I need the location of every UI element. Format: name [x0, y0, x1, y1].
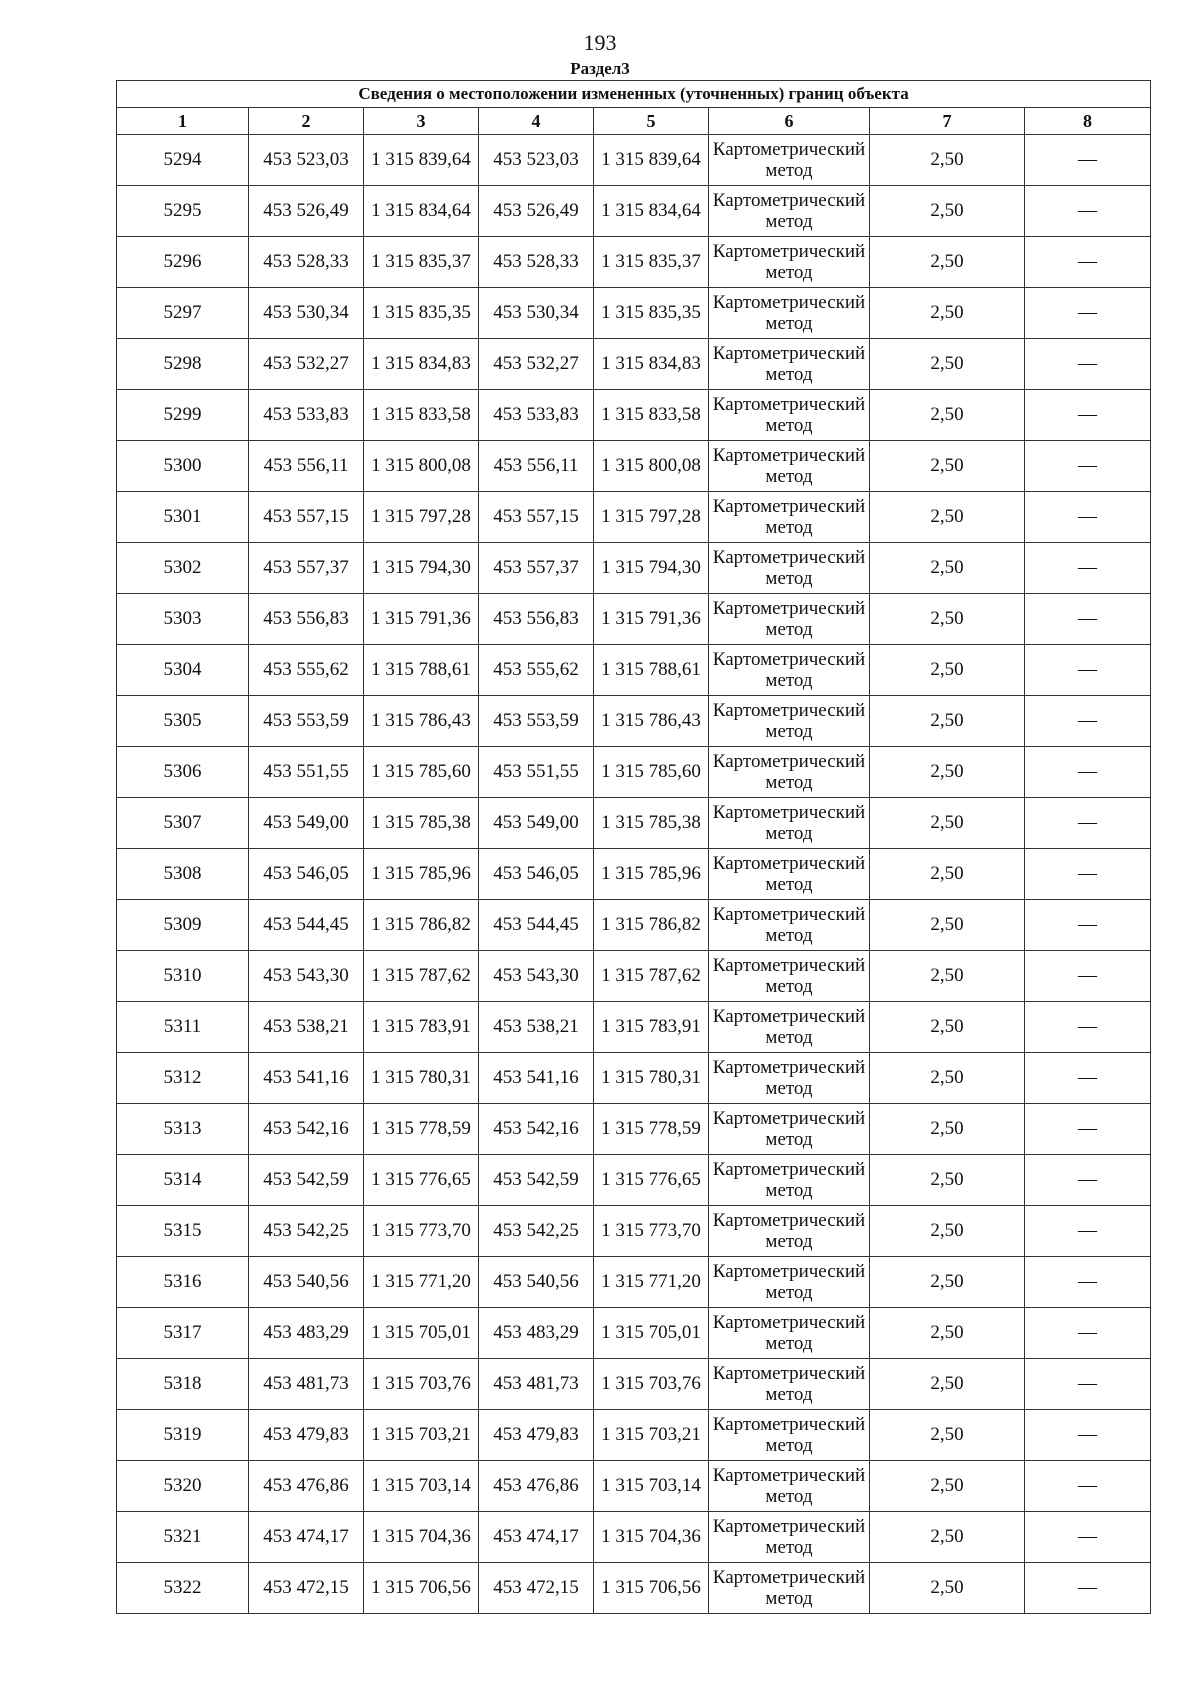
- table-cell: 1 315 835,35: [594, 288, 709, 339]
- table-cell: 5311: [117, 1002, 249, 1053]
- table-cell: 453 557,37: [249, 543, 364, 594]
- table-cell: 5298: [117, 339, 249, 390]
- table-cell: 5305: [117, 696, 249, 747]
- table-row: [117, 645, 1151, 696]
- table-cell: 2,50: [870, 339, 1025, 390]
- table-cell: 5296: [117, 237, 249, 288]
- table-cell: 1 315 705,01: [594, 1308, 709, 1359]
- table-cell: 1 315 705,01: [364, 1308, 479, 1359]
- table-cell: 1 315 785,60: [594, 747, 709, 798]
- table-cell: 453 553,59: [479, 696, 594, 747]
- table-cell: 453 538,21: [249, 1002, 364, 1053]
- table-cell: 453 476,86: [249, 1461, 364, 1512]
- table-cell: 453 557,15: [249, 492, 364, 543]
- table-caption: Сведения о местоположении измененных (уточненных) границ объекта: [117, 81, 1151, 108]
- table-cell: Картометрический метод: [709, 696, 870, 747]
- table-cell: Картометрический метод: [709, 339, 870, 390]
- table-cell: —: [1025, 1461, 1151, 1512]
- table-row: [117, 135, 1151, 186]
- table-cell: 453 472,15: [249, 1563, 364, 1614]
- table-cell: 2,50: [870, 186, 1025, 237]
- table-cell: —: [1025, 951, 1151, 1002]
- table-cell: 1 315 835,35: [364, 288, 479, 339]
- table-cell: 453 556,11: [479, 441, 594, 492]
- column-header-row: [117, 108, 1151, 135]
- table-cell: 2,50: [870, 900, 1025, 951]
- table-cell: 1 315 778,59: [364, 1104, 479, 1155]
- table-cell: 453 538,21: [479, 1002, 594, 1053]
- table-row: [117, 1359, 1151, 1410]
- table-cell: 2,50: [870, 1359, 1025, 1410]
- page-number: 193: [583, 30, 617, 55]
- table-cell: 2,50: [870, 441, 1025, 492]
- table-cell: 1 315 797,28: [364, 492, 479, 543]
- table-cell: 5294: [117, 135, 249, 186]
- column-header: 8: [1025, 108, 1151, 135]
- table-cell: 1 315 703,14: [594, 1461, 709, 1512]
- table-cell: 2,50: [870, 594, 1025, 645]
- table-cell: 5303: [117, 594, 249, 645]
- table-cell: 453 542,25: [249, 1206, 364, 1257]
- table-cell: Картометрический метод: [709, 1206, 870, 1257]
- table-cell: 2,50: [870, 696, 1025, 747]
- table-cell: 1 315 833,58: [364, 390, 479, 441]
- table-cell: 453 549,00: [479, 798, 594, 849]
- table-cell: 1 315 791,36: [594, 594, 709, 645]
- table-cell: 1 315 771,20: [364, 1257, 479, 1308]
- column-header: 6: [709, 108, 870, 135]
- table-cell: —: [1025, 594, 1151, 645]
- table-cell: Картометрический метод: [709, 1104, 870, 1155]
- table-cell: 1 315 834,64: [364, 186, 479, 237]
- table-cell: 453 476,86: [479, 1461, 594, 1512]
- table-cell: 453 543,30: [249, 951, 364, 1002]
- table-cell: Картометрический метод: [709, 1053, 870, 1104]
- table-cell: Картометрический метод: [709, 747, 870, 798]
- table-row: [117, 1155, 1151, 1206]
- table-cell: 1 315 785,38: [364, 798, 479, 849]
- table-cell: 453 546,05: [479, 849, 594, 900]
- table-cell: 453 557,15: [479, 492, 594, 543]
- table-cell: 453 533,83: [249, 390, 364, 441]
- table-cell: 1 315 704,36: [364, 1512, 479, 1563]
- table-cell: 1 315 703,21: [364, 1410, 479, 1461]
- table-cell: —: [1025, 390, 1151, 441]
- table-cell: —: [1025, 1206, 1151, 1257]
- table-cell: 453 532,27: [249, 339, 364, 390]
- table-cell: 1 315 839,64: [594, 135, 709, 186]
- table-cell: Картометрический метод: [709, 798, 870, 849]
- table-cell: 1 315 800,08: [364, 441, 479, 492]
- table-cell: 5322: [117, 1563, 249, 1614]
- table-cell: 1 315 834,83: [594, 339, 709, 390]
- table-cell: 1 315 834,64: [594, 186, 709, 237]
- table-cell: 2,50: [870, 135, 1025, 186]
- table-cell: —: [1025, 543, 1151, 594]
- table-cell: 453 542,59: [479, 1155, 594, 1206]
- table-row: [117, 237, 1151, 288]
- table-cell: 5307: [117, 798, 249, 849]
- table-cell: 1 315 771,20: [594, 1257, 709, 1308]
- table-cell: Картометрический метод: [709, 1155, 870, 1206]
- table-row: [117, 1512, 1151, 1563]
- table-body: [117, 135, 1151, 1614]
- table-cell: —: [1025, 900, 1151, 951]
- table-cell: 5304: [117, 645, 249, 696]
- table-cell: 1 315 800,08: [594, 441, 709, 492]
- table-cell: 2,50: [870, 1206, 1025, 1257]
- table-cell: —: [1025, 1410, 1151, 1461]
- table-cell: 2,50: [870, 543, 1025, 594]
- table-cell: 1 315 780,31: [364, 1053, 479, 1104]
- table-cell: Картометрический метод: [709, 237, 870, 288]
- table-cell: —: [1025, 237, 1151, 288]
- table-row: [117, 543, 1151, 594]
- table-cell: 453 526,49: [249, 186, 364, 237]
- table-cell: 453 549,00: [249, 798, 364, 849]
- table-cell: —: [1025, 339, 1151, 390]
- column-header: 2: [249, 108, 364, 135]
- table-row: [117, 339, 1151, 390]
- table-cell: 453 542,16: [479, 1104, 594, 1155]
- table-row: [117, 1308, 1151, 1359]
- column-header: 7: [870, 108, 1025, 135]
- table-row: [117, 1563, 1151, 1614]
- table-cell: 1 315 785,96: [364, 849, 479, 900]
- table-cell: —: [1025, 135, 1151, 186]
- table-cell: 1 315 835,37: [594, 237, 709, 288]
- table-cell: 1 315 785,60: [364, 747, 479, 798]
- table-cell: Картометрический метод: [709, 951, 870, 1002]
- table-cell: 453 530,34: [249, 288, 364, 339]
- column-header: 3: [364, 108, 479, 135]
- table-cell: 2,50: [870, 849, 1025, 900]
- table-cell: 5297: [117, 288, 249, 339]
- table-cell: Картометрический метод: [709, 1359, 870, 1410]
- coordinates-table: [116, 80, 1151, 1614]
- table-cell: Картометрический метод: [709, 543, 870, 594]
- table-row: [117, 1410, 1151, 1461]
- table-row: [117, 1257, 1151, 1308]
- table-cell: 1 315 773,70: [364, 1206, 479, 1257]
- table-cell: 1 315 786,43: [364, 696, 479, 747]
- table-cell: 1 315 703,76: [594, 1359, 709, 1410]
- table-cell: 2,50: [870, 1461, 1025, 1512]
- table-cell: 453 474,17: [249, 1512, 364, 1563]
- table-cell: 1 315 776,65: [594, 1155, 709, 1206]
- table-cell: 5302: [117, 543, 249, 594]
- table-cell: 1 315 706,56: [364, 1563, 479, 1614]
- table-cell: 5320: [117, 1461, 249, 1512]
- table-cell: 1 315 776,65: [364, 1155, 479, 1206]
- table-row: [117, 1053, 1151, 1104]
- table-cell: 5312: [117, 1053, 249, 1104]
- table-cell: 453 481,73: [479, 1359, 594, 1410]
- table-cell: —: [1025, 1308, 1151, 1359]
- table-cell: —: [1025, 1563, 1151, 1614]
- table-cell: 1 315 788,61: [594, 645, 709, 696]
- table-cell: 453 553,59: [249, 696, 364, 747]
- table-cell: 2,50: [870, 1308, 1025, 1359]
- table-cell: 2,50: [870, 1512, 1025, 1563]
- table-cell: 1 315 704,36: [594, 1512, 709, 1563]
- table-cell: —: [1025, 288, 1151, 339]
- table-cell: 5310: [117, 951, 249, 1002]
- table-row: [117, 1002, 1151, 1053]
- table-cell: —: [1025, 186, 1151, 237]
- table-row: [117, 390, 1151, 441]
- table-cell: 1 315 791,36: [364, 594, 479, 645]
- table-cell: —: [1025, 696, 1151, 747]
- table-cell: Картометрический метод: [709, 135, 870, 186]
- table-cell: 1 315 833,58: [594, 390, 709, 441]
- table-cell: 2,50: [870, 645, 1025, 696]
- table-cell: 453 483,29: [249, 1308, 364, 1359]
- column-header: 1: [117, 108, 249, 135]
- table-cell: 5299: [117, 390, 249, 441]
- table-cell: 5306: [117, 747, 249, 798]
- table-cell: 1 315 786,82: [364, 900, 479, 951]
- table-row: [117, 951, 1151, 1002]
- table-cell: 1 315 786,43: [594, 696, 709, 747]
- table-cell: 453 546,05: [249, 849, 364, 900]
- section-title: Раздел3: [570, 59, 630, 78]
- table-cell: —: [1025, 1359, 1151, 1410]
- table-cell: 453 481,73: [249, 1359, 364, 1410]
- table-row: [117, 1104, 1151, 1155]
- table-cell: 2,50: [870, 492, 1025, 543]
- table-cell: 5318: [117, 1359, 249, 1410]
- table-cell: Картометрический метод: [709, 849, 870, 900]
- table-cell: —: [1025, 1053, 1151, 1104]
- table-cell: —: [1025, 1155, 1151, 1206]
- table-cell: 1 315 785,38: [594, 798, 709, 849]
- table-cell: 5308: [117, 849, 249, 900]
- table-cell: 1 315 794,30: [364, 543, 479, 594]
- table-cell: 453 483,29: [479, 1308, 594, 1359]
- table-cell: —: [1025, 747, 1151, 798]
- table-cell: 1 315 839,64: [364, 135, 479, 186]
- table-cell: 1 315 834,83: [364, 339, 479, 390]
- table-cell: 5295: [117, 186, 249, 237]
- table-cell: 453 551,55: [249, 747, 364, 798]
- table-cell: 453 542,16: [249, 1104, 364, 1155]
- table-cell: 2,50: [870, 951, 1025, 1002]
- table-cell: 453 555,62: [479, 645, 594, 696]
- table-cell: 453 479,83: [479, 1410, 594, 1461]
- table-cell: 1 315 783,91: [364, 1002, 479, 1053]
- table-cell: 5315: [117, 1206, 249, 1257]
- table-cell: 453 528,33: [249, 237, 364, 288]
- table-cell: 453 541,16: [479, 1053, 594, 1104]
- table-cell: 5301: [117, 492, 249, 543]
- table-cell: 5321: [117, 1512, 249, 1563]
- table-row: [117, 441, 1151, 492]
- table-cell: 1 315 703,21: [594, 1410, 709, 1461]
- table-cell: Картометрический метод: [709, 1563, 870, 1614]
- table-cell: 453 541,16: [249, 1053, 364, 1104]
- column-header: 4: [479, 108, 594, 135]
- table-cell: 453 556,83: [479, 594, 594, 645]
- table-row: [117, 900, 1151, 951]
- table-cell: 453 472,15: [479, 1563, 594, 1614]
- table-cell: 2,50: [870, 1002, 1025, 1053]
- table-cell: Картометрический метод: [709, 594, 870, 645]
- table-cell: Картометрический метод: [709, 441, 870, 492]
- table-cell: —: [1025, 645, 1151, 696]
- table-cell: 453 544,45: [479, 900, 594, 951]
- table-cell: —: [1025, 849, 1151, 900]
- table-cell: 453 530,34: [479, 288, 594, 339]
- table-cell: Картометрический метод: [709, 900, 870, 951]
- table-cell: 1 315 785,96: [594, 849, 709, 900]
- table-cell: 2,50: [870, 390, 1025, 441]
- table-row: [117, 1461, 1151, 1512]
- table-cell: Картометрический метод: [709, 186, 870, 237]
- table-cell: —: [1025, 1104, 1151, 1155]
- table-row: [117, 1206, 1151, 1257]
- table-cell: —: [1025, 1002, 1151, 1053]
- table-cell: Картометрический метод: [709, 1257, 870, 1308]
- table-cell: 5314: [117, 1155, 249, 1206]
- table-cell: 1 315 703,14: [364, 1461, 479, 1512]
- table-cell: 1 315 788,61: [364, 645, 479, 696]
- column-header: 5: [594, 108, 709, 135]
- table-cell: 1 315 706,56: [594, 1563, 709, 1614]
- table-cell: 1 315 783,91: [594, 1002, 709, 1053]
- table-row: [117, 696, 1151, 747]
- table-cell: —: [1025, 441, 1151, 492]
- table-cell: Картометрический метод: [709, 645, 870, 696]
- table-cell: 2,50: [870, 288, 1025, 339]
- table-cell: 1 315 787,62: [594, 951, 709, 1002]
- table-cell: —: [1025, 1257, 1151, 1308]
- table-cell: 2,50: [870, 1563, 1025, 1614]
- table-cell: 453 523,03: [249, 135, 364, 186]
- table-cell: 1 315 786,82: [594, 900, 709, 951]
- table-cell: 453 543,30: [479, 951, 594, 1002]
- table-cell: 1 315 794,30: [594, 543, 709, 594]
- table-cell: 1 315 787,62: [364, 951, 479, 1002]
- table-cell: 453 556,83: [249, 594, 364, 645]
- table-cell: 2,50: [870, 1104, 1025, 1155]
- table-cell: 1 315 780,31: [594, 1053, 709, 1104]
- table-cell: Картометрический метод: [709, 390, 870, 441]
- table-cell: 2,50: [870, 798, 1025, 849]
- table-cell: 5313: [117, 1104, 249, 1155]
- table-cell: 2,50: [870, 1410, 1025, 1461]
- table-cell: 2,50: [870, 237, 1025, 288]
- table-row: [117, 186, 1151, 237]
- table-cell: 453 556,11: [249, 441, 364, 492]
- table-cell: —: [1025, 492, 1151, 543]
- table-cell: Картометрический метод: [709, 288, 870, 339]
- table-cell: 453 555,62: [249, 645, 364, 696]
- table-cell: 453 544,45: [249, 900, 364, 951]
- table-cell: —: [1025, 798, 1151, 849]
- table-cell: 453 533,83: [479, 390, 594, 441]
- table-cell: 453 551,55: [479, 747, 594, 798]
- table-cell: Картометрический метод: [709, 492, 870, 543]
- table-cell: 453 479,83: [249, 1410, 364, 1461]
- table-cell: 2,50: [870, 747, 1025, 798]
- table-cell: 5300: [117, 441, 249, 492]
- table-cell: 453 540,56: [479, 1257, 594, 1308]
- table-cell: 2,50: [870, 1053, 1025, 1104]
- table-cell: 453 523,03: [479, 135, 594, 186]
- table-row: [117, 798, 1151, 849]
- table-cell: 453 542,25: [479, 1206, 594, 1257]
- table-cell: 2,50: [870, 1257, 1025, 1308]
- table-cell: 1 315 773,70: [594, 1206, 709, 1257]
- table-cell: Картометрический метод: [709, 1002, 870, 1053]
- table-cell: 1 315 797,28: [594, 492, 709, 543]
- table-cell: 453 528,33: [479, 237, 594, 288]
- table-cell: Картометрический метод: [709, 1512, 870, 1563]
- table-cell: 453 532,27: [479, 339, 594, 390]
- table-cell: 453 540,56: [249, 1257, 364, 1308]
- table-cell: 453 526,49: [479, 186, 594, 237]
- table-cell: 2,50: [870, 1155, 1025, 1206]
- table-cell: Картометрический метод: [709, 1410, 870, 1461]
- table-row: [117, 849, 1151, 900]
- table-row: [117, 492, 1151, 543]
- table-cell: 453 557,37: [479, 543, 594, 594]
- table-row: [117, 747, 1151, 798]
- table-cell: 1 315 778,59: [594, 1104, 709, 1155]
- table-cell: —: [1025, 1512, 1151, 1563]
- table-cell: 5316: [117, 1257, 249, 1308]
- table-row: [117, 288, 1151, 339]
- table-cell: Картометрический метод: [709, 1461, 870, 1512]
- table-cell: 5319: [117, 1410, 249, 1461]
- table-cell: 5317: [117, 1308, 249, 1359]
- table-cell: 1 315 703,76: [364, 1359, 479, 1410]
- table-cell: 453 474,17: [479, 1512, 594, 1563]
- table-cell: Картометрический метод: [709, 1308, 870, 1359]
- table-cell: 1 315 835,37: [364, 237, 479, 288]
- table-cell: 5309: [117, 900, 249, 951]
- table-cell: 453 542,59: [249, 1155, 364, 1206]
- table-row: [117, 594, 1151, 645]
